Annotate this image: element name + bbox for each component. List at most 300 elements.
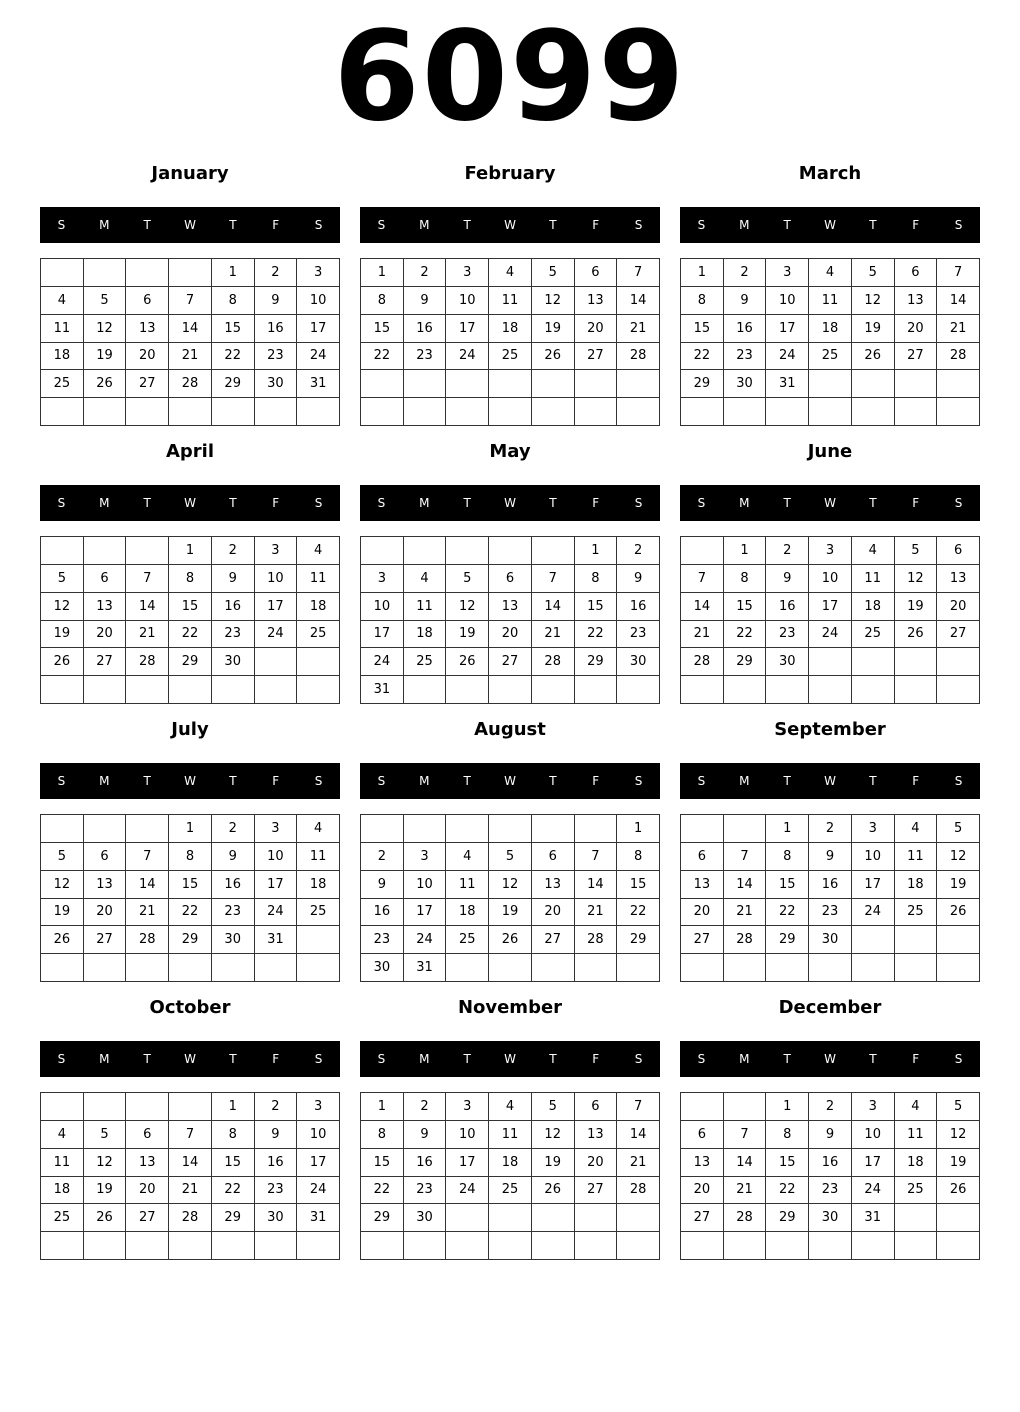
day-cell: 28 bbox=[937, 343, 980, 371]
weekday-label: W bbox=[184, 774, 196, 788]
day-cell: 3 bbox=[297, 1093, 340, 1121]
day-cell: 28 bbox=[126, 926, 169, 954]
day-cell: 27 bbox=[681, 926, 724, 954]
day-cell: 1 bbox=[361, 259, 404, 287]
weekday-label: W bbox=[824, 218, 836, 232]
empty-cell bbox=[84, 1093, 127, 1121]
day-cell: 11 bbox=[489, 1121, 532, 1149]
weekday-label: S bbox=[697, 774, 706, 788]
day-cell: 1 bbox=[681, 259, 724, 287]
empty-cell bbox=[84, 398, 127, 426]
day-grid bbox=[680, 814, 980, 982]
day-cell: 13 bbox=[895, 287, 938, 315]
day-cell: 12 bbox=[937, 843, 980, 871]
empty-cell bbox=[361, 815, 404, 843]
day-cell: 19 bbox=[852, 315, 895, 343]
day-cell: 21 bbox=[937, 315, 980, 343]
empty-cell bbox=[724, 815, 767, 843]
weekday-label: W bbox=[504, 496, 516, 510]
day-cell: 12 bbox=[532, 287, 575, 315]
weekday-label: F bbox=[272, 1052, 280, 1066]
day-cell: 19 bbox=[532, 315, 575, 343]
month-name: May bbox=[489, 441, 531, 462]
day-cell: 29 bbox=[617, 926, 660, 954]
day-cell: 8 bbox=[766, 1121, 809, 1149]
day-cell: 13 bbox=[84, 593, 127, 621]
day-cell: 13 bbox=[84, 871, 127, 899]
weekday-header bbox=[680, 207, 980, 243]
empty-cell bbox=[575, 1232, 618, 1260]
day-cell: 10 bbox=[361, 593, 404, 621]
month-name: January bbox=[151, 163, 229, 184]
day-cell: 16 bbox=[404, 315, 447, 343]
day-cell: 30 bbox=[809, 926, 852, 954]
day-cell: 31 bbox=[297, 370, 340, 398]
day-cell: 22 bbox=[212, 1177, 255, 1205]
day-cell: 31 bbox=[255, 926, 298, 954]
day-cell: 6 bbox=[681, 843, 724, 871]
day-cell: 19 bbox=[937, 1149, 980, 1177]
day-cell: 21 bbox=[126, 899, 169, 927]
day-cell: 19 bbox=[84, 343, 127, 371]
day-cell: 24 bbox=[255, 899, 298, 927]
weekday-label: W bbox=[504, 774, 516, 788]
empty-cell bbox=[937, 370, 980, 398]
day-cell: 13 bbox=[532, 871, 575, 899]
empty-cell bbox=[489, 676, 532, 704]
day-cell: 18 bbox=[809, 315, 852, 343]
empty-cell bbox=[404, 398, 447, 426]
day-cell: 23 bbox=[361, 926, 404, 954]
day-cell: 13 bbox=[937, 565, 980, 593]
empty-cell bbox=[766, 954, 809, 982]
day-cell: 16 bbox=[404, 1149, 447, 1177]
day-cell: 21 bbox=[169, 1177, 212, 1205]
empty-cell bbox=[532, 398, 575, 426]
empty-cell bbox=[489, 370, 532, 398]
day-cell: 20 bbox=[681, 899, 724, 927]
day-cell: 7 bbox=[681, 565, 724, 593]
weekday-label: T bbox=[229, 218, 237, 232]
day-cell: 18 bbox=[895, 871, 938, 899]
day-cell: 1 bbox=[575, 537, 618, 565]
month-name: September bbox=[774, 719, 886, 740]
weekday-header bbox=[360, 1041, 660, 1077]
day-cell: 18 bbox=[446, 899, 489, 927]
weekday-label: T bbox=[783, 218, 791, 232]
day-cell: 12 bbox=[446, 593, 489, 621]
day-cell: 25 bbox=[489, 343, 532, 371]
day-cell: 22 bbox=[617, 899, 660, 927]
empty-cell bbox=[681, 398, 724, 426]
day-cell: 28 bbox=[724, 1204, 767, 1232]
day-cell: 12 bbox=[852, 287, 895, 315]
empty-cell bbox=[681, 676, 724, 704]
empty-cell bbox=[617, 370, 660, 398]
day-cell: 2 bbox=[212, 815, 255, 843]
day-cell: 10 bbox=[852, 1121, 895, 1149]
day-cell: 17 bbox=[255, 871, 298, 899]
weekday-label: M bbox=[419, 496, 430, 510]
day-cell: 17 bbox=[404, 899, 447, 927]
day-grid bbox=[680, 1092, 980, 1260]
day-cell: 2 bbox=[361, 843, 404, 871]
day-cell: 1 bbox=[361, 1093, 404, 1121]
day-cell: 28 bbox=[681, 648, 724, 676]
weekday-label: S bbox=[57, 1052, 66, 1066]
day-cell: 1 bbox=[169, 537, 212, 565]
day-cell: 26 bbox=[84, 1204, 127, 1232]
empty-cell bbox=[84, 259, 127, 287]
weekday-label: M bbox=[739, 1052, 750, 1066]
day-cell: 10 bbox=[297, 287, 340, 315]
weekday-header bbox=[680, 1041, 980, 1077]
day-cell: 14 bbox=[681, 593, 724, 621]
day-cell: 13 bbox=[489, 593, 532, 621]
empty-cell bbox=[809, 398, 852, 426]
day-cell: 4 bbox=[297, 537, 340, 565]
day-cell: 11 bbox=[895, 843, 938, 871]
weekday-label: T bbox=[549, 218, 557, 232]
day-cell: 30 bbox=[255, 1204, 298, 1232]
day-cell: 16 bbox=[255, 1149, 298, 1177]
day-cell: 27 bbox=[126, 1204, 169, 1232]
weekday-label: F bbox=[272, 774, 280, 788]
day-cell: 7 bbox=[617, 259, 660, 287]
day-cell: 20 bbox=[126, 1177, 169, 1205]
month-name: August bbox=[474, 719, 546, 740]
weekday-label: W bbox=[504, 218, 516, 232]
day-cell: 24 bbox=[852, 899, 895, 927]
empty-cell bbox=[446, 815, 489, 843]
day-cell: 14 bbox=[617, 287, 660, 315]
day-cell: 30 bbox=[766, 648, 809, 676]
day-cell: 25 bbox=[404, 648, 447, 676]
empty-cell bbox=[41, 1093, 84, 1121]
month-name: July bbox=[171, 719, 209, 740]
day-cell: 18 bbox=[297, 593, 340, 621]
weekday-label: S bbox=[954, 1052, 963, 1066]
empty-cell bbox=[212, 954, 255, 982]
weekday-label: T bbox=[229, 774, 237, 788]
day-cell: 23 bbox=[809, 1177, 852, 1205]
weekday-label: T bbox=[229, 496, 237, 510]
day-cell: 4 bbox=[895, 1093, 938, 1121]
day-cell: 28 bbox=[617, 1177, 660, 1205]
weekday-label: S bbox=[314, 496, 323, 510]
weekday-label: M bbox=[99, 218, 110, 232]
day-cell: 20 bbox=[681, 1177, 724, 1205]
day-cell: 21 bbox=[617, 1149, 660, 1177]
day-cell: 4 bbox=[852, 537, 895, 565]
empty-cell bbox=[617, 954, 660, 982]
day-cell: 7 bbox=[126, 843, 169, 871]
weekday-header bbox=[360, 763, 660, 799]
day-cell: 25 bbox=[895, 1177, 938, 1205]
empty-cell bbox=[41, 954, 84, 982]
day-cell: 26 bbox=[532, 343, 575, 371]
empty-cell bbox=[895, 1232, 938, 1260]
weekday-label: M bbox=[739, 774, 750, 788]
day-cell: 16 bbox=[809, 871, 852, 899]
empty-cell bbox=[852, 1232, 895, 1260]
day-cell: 18 bbox=[489, 315, 532, 343]
day-cell: 20 bbox=[489, 621, 532, 649]
day-cell: 14 bbox=[532, 593, 575, 621]
day-cell: 23 bbox=[766, 621, 809, 649]
day-cell: 21 bbox=[169, 343, 212, 371]
day-cell: 3 bbox=[446, 259, 489, 287]
day-cell: 20 bbox=[84, 899, 127, 927]
day-cell: 18 bbox=[895, 1149, 938, 1177]
empty-cell bbox=[532, 370, 575, 398]
day-cell: 18 bbox=[41, 343, 84, 371]
day-cell: 19 bbox=[895, 593, 938, 621]
day-cell: 6 bbox=[126, 287, 169, 315]
day-cell: 27 bbox=[532, 926, 575, 954]
day-cell: 8 bbox=[212, 287, 255, 315]
day-cell: 10 bbox=[766, 287, 809, 315]
day-cell: 12 bbox=[489, 871, 532, 899]
day-cell: 23 bbox=[255, 1177, 298, 1205]
empty-cell bbox=[84, 954, 127, 982]
day-cell: 3 bbox=[852, 815, 895, 843]
empty-cell bbox=[84, 1232, 127, 1260]
day-grid bbox=[360, 1092, 660, 1260]
day-cell: 26 bbox=[895, 621, 938, 649]
day-cell: 9 bbox=[809, 843, 852, 871]
day-cell: 7 bbox=[575, 843, 618, 871]
empty-cell bbox=[446, 954, 489, 982]
day-grid bbox=[360, 258, 660, 426]
day-cell: 29 bbox=[212, 370, 255, 398]
day-cell: 26 bbox=[532, 1177, 575, 1205]
empty-cell bbox=[681, 1232, 724, 1260]
day-cell: 22 bbox=[169, 621, 212, 649]
day-cell: 29 bbox=[212, 1204, 255, 1232]
weekday-label: T bbox=[549, 774, 557, 788]
day-cell: 5 bbox=[41, 565, 84, 593]
day-cell: 23 bbox=[255, 343, 298, 371]
day-cell: 30 bbox=[617, 648, 660, 676]
weekday-label: M bbox=[99, 774, 110, 788]
day-cell: 18 bbox=[489, 1149, 532, 1177]
empty-cell bbox=[809, 648, 852, 676]
day-cell: 6 bbox=[489, 565, 532, 593]
weekday-label: M bbox=[739, 218, 750, 232]
day-cell: 11 bbox=[809, 287, 852, 315]
day-cell: 4 bbox=[446, 843, 489, 871]
day-cell: 29 bbox=[361, 1204, 404, 1232]
day-cell: 20 bbox=[895, 315, 938, 343]
day-cell: 6 bbox=[575, 259, 618, 287]
day-cell: 5 bbox=[489, 843, 532, 871]
empty-cell bbox=[84, 676, 127, 704]
day-cell: 29 bbox=[169, 926, 212, 954]
day-cell: 16 bbox=[361, 899, 404, 927]
weekday-label: S bbox=[954, 218, 963, 232]
empty-cell bbox=[41, 259, 84, 287]
day-cell: 8 bbox=[169, 565, 212, 593]
empty-cell bbox=[126, 954, 169, 982]
day-cell: 25 bbox=[297, 621, 340, 649]
day-cell: 16 bbox=[766, 593, 809, 621]
empty-cell bbox=[361, 370, 404, 398]
day-cell: 30 bbox=[724, 370, 767, 398]
day-cell: 27 bbox=[895, 343, 938, 371]
weekday-label: S bbox=[954, 496, 963, 510]
day-cell: 8 bbox=[681, 287, 724, 315]
day-cell: 29 bbox=[766, 926, 809, 954]
day-cell: 13 bbox=[126, 1149, 169, 1177]
day-cell: 25 bbox=[809, 343, 852, 371]
day-cell: 13 bbox=[575, 1121, 618, 1149]
day-cell: 8 bbox=[361, 1121, 404, 1149]
month-name: April bbox=[165, 441, 215, 462]
day-cell: 3 bbox=[255, 537, 298, 565]
empty-cell bbox=[809, 370, 852, 398]
day-cell: 23 bbox=[724, 343, 767, 371]
day-cell: 26 bbox=[84, 370, 127, 398]
day-cell: 15 bbox=[766, 871, 809, 899]
empty-cell bbox=[895, 398, 938, 426]
day-cell: 9 bbox=[766, 565, 809, 593]
day-cell: 16 bbox=[212, 871, 255, 899]
day-cell: 17 bbox=[766, 315, 809, 343]
day-grid bbox=[680, 258, 980, 426]
day-cell: 18 bbox=[41, 1177, 84, 1205]
empty-cell bbox=[852, 398, 895, 426]
day-cell: 17 bbox=[809, 593, 852, 621]
day-cell: 30 bbox=[212, 648, 255, 676]
day-cell: 1 bbox=[169, 815, 212, 843]
day-cell: 12 bbox=[895, 565, 938, 593]
day-cell: 9 bbox=[255, 1121, 298, 1149]
weekday-label: M bbox=[99, 1052, 110, 1066]
day-cell: 6 bbox=[681, 1121, 724, 1149]
day-grid bbox=[360, 814, 660, 982]
day-cell: 4 bbox=[809, 259, 852, 287]
weekday-label: W bbox=[824, 1052, 836, 1066]
day-cell: 29 bbox=[169, 648, 212, 676]
day-cell: 14 bbox=[724, 1149, 767, 1177]
day-cell: 4 bbox=[489, 1093, 532, 1121]
day-cell: 19 bbox=[41, 621, 84, 649]
day-cell: 25 bbox=[41, 370, 84, 398]
day-cell: 22 bbox=[212, 343, 255, 371]
empty-cell bbox=[617, 398, 660, 426]
day-cell: 5 bbox=[937, 1093, 980, 1121]
empty-cell bbox=[766, 676, 809, 704]
empty-cell bbox=[617, 1204, 660, 1232]
day-cell: 7 bbox=[532, 565, 575, 593]
day-cell: 27 bbox=[575, 343, 618, 371]
empty-cell bbox=[489, 1232, 532, 1260]
empty-cell bbox=[255, 398, 298, 426]
empty-cell bbox=[575, 815, 618, 843]
day-cell: 4 bbox=[41, 287, 84, 315]
empty-cell bbox=[809, 676, 852, 704]
weekday-label: S bbox=[314, 218, 323, 232]
day-cell: 14 bbox=[169, 1149, 212, 1177]
day-cell: 9 bbox=[212, 843, 255, 871]
day-cell: 18 bbox=[404, 621, 447, 649]
day-cell: 7 bbox=[724, 843, 767, 871]
empty-cell bbox=[724, 1093, 767, 1121]
day-cell: 10 bbox=[255, 843, 298, 871]
empty-cell bbox=[404, 370, 447, 398]
day-cell: 21 bbox=[724, 1177, 767, 1205]
day-cell: 17 bbox=[446, 1149, 489, 1177]
day-cell: 13 bbox=[575, 287, 618, 315]
weekday-label: S bbox=[634, 496, 643, 510]
day-cell: 16 bbox=[724, 315, 767, 343]
weekday-label: T bbox=[783, 1052, 791, 1066]
day-cell: 17 bbox=[297, 1149, 340, 1177]
empty-cell bbox=[126, 815, 169, 843]
empty-cell bbox=[169, 398, 212, 426]
day-cell: 8 bbox=[575, 565, 618, 593]
day-cell: 27 bbox=[681, 1204, 724, 1232]
empty-cell bbox=[895, 926, 938, 954]
weekday-header bbox=[680, 763, 980, 799]
day-cell: 2 bbox=[404, 259, 447, 287]
empty-cell bbox=[297, 398, 340, 426]
empty-cell bbox=[937, 954, 980, 982]
empty-cell bbox=[404, 676, 447, 704]
weekday-label: T bbox=[783, 774, 791, 788]
day-cell: 20 bbox=[532, 899, 575, 927]
day-cell: 7 bbox=[126, 565, 169, 593]
day-cell: 1 bbox=[766, 815, 809, 843]
weekday-header bbox=[40, 207, 340, 243]
empty-cell bbox=[126, 1232, 169, 1260]
empty-cell bbox=[575, 398, 618, 426]
day-cell: 15 bbox=[212, 315, 255, 343]
empty-cell bbox=[212, 398, 255, 426]
weekday-label: T bbox=[463, 774, 471, 788]
empty-cell bbox=[681, 954, 724, 982]
day-cell: 24 bbox=[852, 1177, 895, 1205]
empty-cell bbox=[852, 926, 895, 954]
weekday-label: F bbox=[272, 496, 280, 510]
day-cell: 9 bbox=[404, 287, 447, 315]
weekday-label: S bbox=[377, 496, 386, 510]
empty-cell bbox=[532, 676, 575, 704]
day-cell: 19 bbox=[84, 1177, 127, 1205]
empty-cell bbox=[489, 815, 532, 843]
day-cell: 9 bbox=[404, 1121, 447, 1149]
empty-cell bbox=[212, 676, 255, 704]
weekday-label: S bbox=[377, 774, 386, 788]
day-cell: 11 bbox=[489, 287, 532, 315]
day-cell: 3 bbox=[361, 565, 404, 593]
empty-cell bbox=[126, 537, 169, 565]
day-cell: 29 bbox=[681, 370, 724, 398]
day-cell: 2 bbox=[617, 537, 660, 565]
day-cell: 25 bbox=[446, 926, 489, 954]
weekday-label: M bbox=[419, 218, 430, 232]
day-cell: 5 bbox=[895, 537, 938, 565]
empty-cell bbox=[681, 815, 724, 843]
day-cell: 5 bbox=[532, 1093, 575, 1121]
day-cell: 6 bbox=[84, 565, 127, 593]
day-cell: 22 bbox=[361, 343, 404, 371]
weekday-label: F bbox=[592, 774, 600, 788]
weekday-label: F bbox=[912, 774, 920, 788]
day-cell: 12 bbox=[41, 593, 84, 621]
weekday-label: T bbox=[143, 1052, 151, 1066]
